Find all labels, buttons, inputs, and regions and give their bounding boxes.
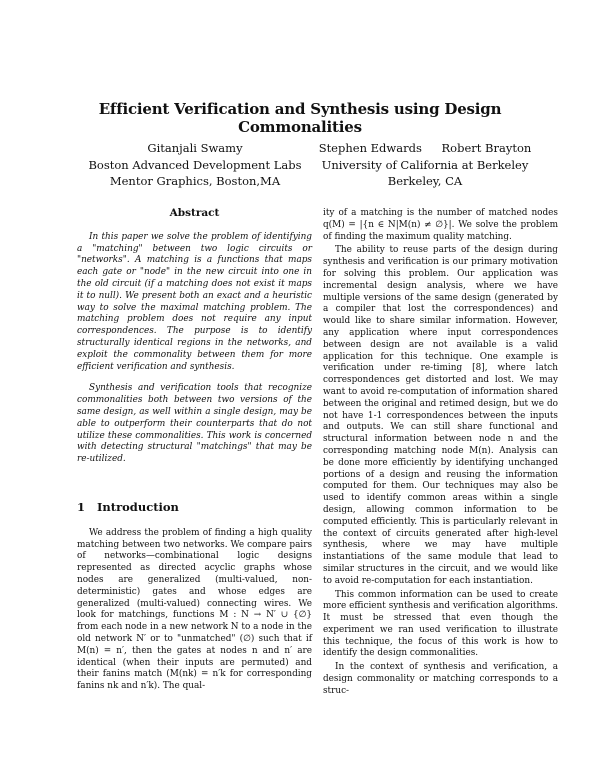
section-heading <box>77 499 312 514</box>
author-affiliation: Boston Advanced Development Labs <box>88 157 302 172</box>
section-number: 1 <box>77 499 86 514</box>
body-paragraph: In the context of synthesis and verification, a design commonality or matching corresponds to a struc- <box>323 662 558 696</box>
abstract-paragraph: In this paper we solve the problem of identifying a "matching" between two logic circuits or "networks". A matching is a functions that maps each gate or "node" in the new circuit into one in the old circuit (if a matching does not exist it maps it to null). We present both an exact and a heuristic way to solve the maximal matching problem. The matching problem does not require any input correspondences. The purpose is to identify structurally identical regions in the networks, and exploit the commonality between them for more efficient verification and synthesis. <box>77 231 312 372</box>
author-names <box>310 140 540 157</box>
section-title: Introduction <box>97 499 179 514</box>
right-column <box>323 208 558 700</box>
paper-title: Efficient Verification and Synthesis using Design Commonalities <box>98 100 502 136</box>
author-right <box>310 140 540 190</box>
body-paragraph: ity of a matching is the number of matched nodes q(M) = |{n ∈ N|M(n) ≠ ∅}|. We solve the problem of finding the maximum quality matching. <box>323 208 558 242</box>
body-paragraph: This common information can be used to create more efficient synthesis and verification algorithms. It must be stressed that even though the experiment we ran used verification to illustrate this technique, the focus of this work is how to identify the design commonalities. <box>323 589 558 659</box>
abstract-paragraph: Synthesis and verification tools that recognize commonalities both between two versions of the same design, as well within a single design, may be able to outperform their counterparts that do not utilize these commonalities. This work is concerned with detecting structural "matchings" that may be re-utilized. <box>77 383 312 465</box>
left-column <box>77 208 312 695</box>
abstract <box>77 232 312 466</box>
author-name: Stephen Edwards <box>318 141 422 155</box>
abstract-heading: Abstract <box>169 207 220 219</box>
author-name: Robert Brayton <box>441 141 532 155</box>
author-location: Mentor Graphics, Boston,MA <box>109 174 281 188</box>
body-paragraph: The ability to reuse parts of the design during synthesis and verification is our primary motivation for solving this problem. Our application was incremental design analysis, where we have multiple versions of the same design (generated by a compiler that lost the correspondences) and would like to share similar information. However, any application where input correspondences between design are not available is a valid application for this technique. One example is verification under re-timing [8], where latch correspondences get distorted and lost. We may want to avoid re-computation of information shared between the original and retimed design, but we do not have 1-1 correspondences between the inputs and outputs. We can still share functional and structural information between node n and the corresponding matching node M(n). Analysis can be done more efficiently by identifying unchanged portions of a design and reusing the information computed for them. Our techniques may also be used to identify common areas within a single design, allowing common information to be computed efficiently. This is particularly relevant in the context of circuits generated after high-level synthesis, where we may have multiple instantiations of the same module that lead to similar structures in the circuit, and we would like to avoid re-computation for each instantiation. <box>323 245 558 586</box>
author-location: Berkeley, CA <box>387 174 463 188</box>
author-affiliation: University of California at Berkeley <box>321 157 529 172</box>
body-paragraph: We address the problem of finding a high quality matching between two networks. We compare pairs of networks—combinational logic designs represented as directed acyclic graphs whose nodes are generalized (multi-valued, non-deterministic) gates and whose edges are generalized (multi-valued) connecting wires. We look for matchings, functions M : N → N′ ∪ {∅} from each node in a new network N to a node in the old network N′ or to "unmatched" (∅) such that if M(n) = n′, then the gates at nodes n and n′ are identical (when their inputs are permuted) and their fanins match (M(nk) = n′k for corresponding fanins nk and n′k). The qual- <box>77 527 312 692</box>
author-name: Gitanjali Swamy <box>147 141 243 155</box>
author-left <box>60 140 330 190</box>
